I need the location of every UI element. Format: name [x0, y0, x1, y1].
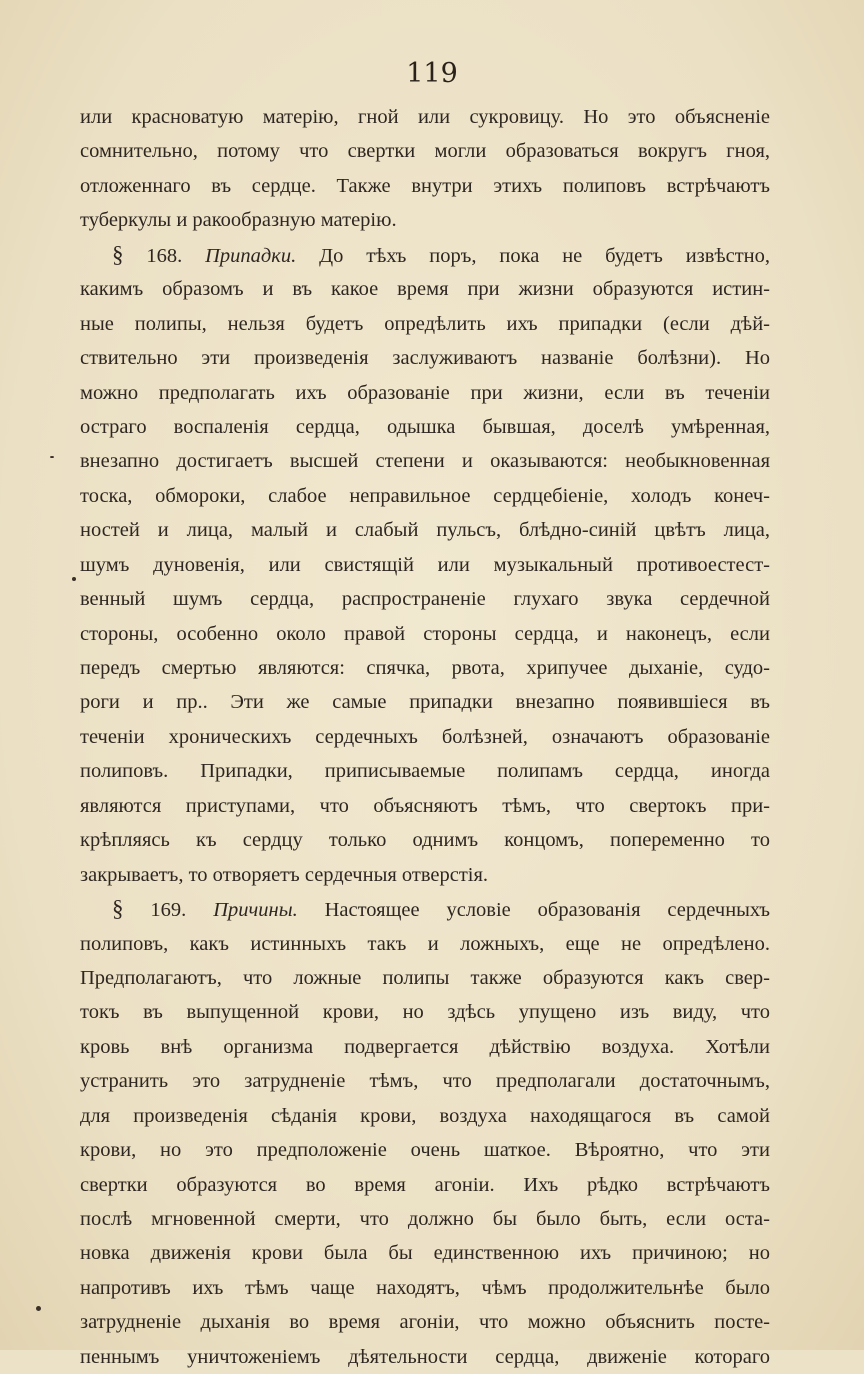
text-line: стороны, особенно около правой стороны сердца, и наконецъ, если — [80, 622, 770, 645]
text-line: венный шумъ сердца, распространеніе глухаго звука сердечной — [80, 588, 770, 611]
text-line: туберкулы и ракообразную матерію. — [80, 209, 397, 232]
section-sign: § — [112, 896, 124, 922]
text-line: ствительно эти произведенія заслуживаютъ названіе болѣзни). Но — [80, 347, 770, 370]
text-line: Предполагаютъ, что ложные полипы также образуются какъ свер- — [80, 966, 770, 989]
margin-speck — [36, 1306, 41, 1311]
text-line: или красноватую матерію, гной или сукровицу. Но это объясненіе — [80, 106, 770, 128]
text-line: шумъ дуновенія, или свистящій или музыкальный противоестест- — [80, 553, 770, 576]
text-line: новка движенія крови была бы единственною ихъ причиною; но — [80, 1242, 770, 1265]
text-line: тоска, обмороки, слабое неправильное сердцебіеніе, холодъ конеч- — [80, 484, 770, 507]
section-heading: Причины. — [213, 899, 298, 922]
text-line: для произведенія сѣданія крови, воздуха находящагося въ самой — [80, 1104, 770, 1127]
text-line: отложеннаго въ сердце. Также внутри этихъ полиповъ встрѣчаютъ — [80, 174, 770, 197]
text-line: ностей и лица, малый и слабый пульсъ, блѣдно-синій цвѣтъ лица, — [80, 519, 770, 542]
text-line: крови, но это предположеніе очень шаткое. Вѣроятно, что эти — [80, 1139, 770, 1162]
margin-speck — [50, 456, 54, 458]
text-line: остраго воспаленія сердца, одышка бывшая, доселѣ умѣренная, — [80, 415, 770, 438]
body-text — [80, 100, 770, 1374]
section-sign: § — [112, 241, 124, 267]
text-line: затрудненіе дыханія во время агоніи, что можно объяснить посте- — [80, 1311, 770, 1334]
text-line: сомнительно, потому что свертки могли образоваться вокругъ гноя, — [80, 140, 770, 163]
page-number: 119 — [406, 58, 458, 89]
section-169-heading-line: § 169. Причины. Настоящее условіе образованія сердечныхъ — [112, 896, 770, 922]
text-line: устранить это затрудненіе тѣмъ, что предполагали достаточнымъ, — [80, 1070, 770, 1093]
text-line: передъ смертью являются: спячка, рвота, хрипучее дыханіе, судо- — [80, 657, 770, 679]
text-line: закрываетъ, то отворяетъ сердечныя отверстія. — [80, 863, 489, 886]
text-line: можно предполагать ихъ образованіе при жизни, если въ теченіи — [80, 381, 770, 404]
text-line: кровь внѣ организма подвергается дѣйствію воздуха. Хотѣли — [80, 1035, 770, 1058]
text-line: какимъ образомъ и въ какое время при жизни образуются истин- — [80, 278, 770, 301]
text-line: крѣпляясь къ сердцу только однимъ концомъ, попеременно то — [80, 829, 770, 852]
text-line: полиповъ, какъ истинныхъ такъ и ложныхъ, еще не опредѣлено. — [80, 932, 770, 955]
text-line: свертки образуются во время агоніи. Ихъ рѣдко встрѣчаютъ — [80, 1173, 770, 1196]
section-heading: Припадки. — [205, 244, 297, 267]
text-line: ные полипы, нельзя будетъ опредѣлить ихъ припадки (если дѣй- — [80, 312, 770, 335]
text-line: роги и пр.. Эти же самые припадки внезапно появившіеся въ — [80, 691, 770, 714]
text-line: напротивъ ихъ тѣмъ чаще находятъ, чѣмъ продолжительнѣе было — [80, 1276, 770, 1299]
text-line: пеннымъ уничтоженіемъ дѣятельности сердца, движеніе котораго — [80, 1345, 770, 1368]
text-line: послѣ мгновенной смерти, что должно бы было быть, если оста- — [80, 1208, 770, 1230]
text-line: теченіи хроническихъ сердечныхъ болѣзней, означаютъ образованіе — [80, 725, 770, 748]
text-line: внезапно достигаетъ высшей степени и оказываются: необыкновенная — [80, 450, 770, 473]
text-line: являются приступами, что объясняютъ тѣмъ, что свертокъ при- — [80, 794, 770, 817]
text-line: полиповъ. Припадки, приписываемые полипамъ сердца, иногда — [80, 760, 770, 783]
margin-speck — [72, 577, 76, 581]
text-line: токъ въ выпущенной крови, но здѣсь упущено изъ виду, что — [80, 1001, 770, 1024]
section-168-heading-line: § 168. Припадки. До тѣхъ поръ, пока не будетъ извѣстно, — [112, 241, 770, 267]
